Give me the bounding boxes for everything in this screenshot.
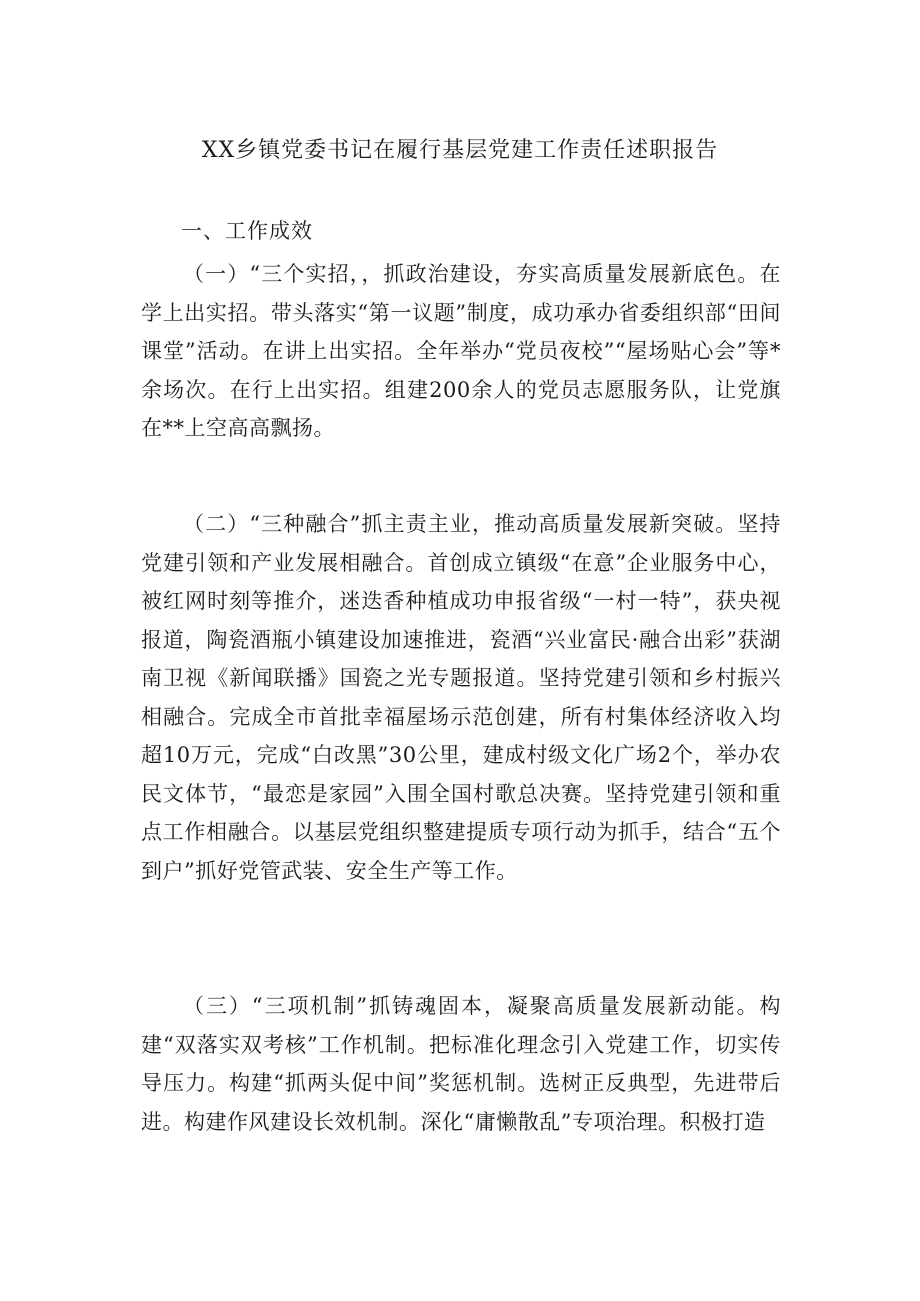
paragraph-integration: （二）“三种融合”抓主责主业，推动高质量发展新突破。坚持党建引领和产业发展相融合。首创成立镇级“在意”企业服务中心，被红网时刻等推介，迷迭香种植成功申报省级“一村一特”，获央视报道，陶瓷酒瓶小镇建设加速推进，瓷酒“兴业富民·融合出彩”获湖南卫视《新闻联播》国瓷之光专题报道。坚持党建引领和乡村振兴相融合。完成全市首批幸福屋场示范创建，所有村集体经济收入均超10万元，完成“白改黑”30公里，建成村级文化广场2个，举办农民文体节，“最恋是家园”入围全国村歌总决赛。坚持党建引领和重点工作相融合。以基层党组织整建提质专项行动为抓手，结合“五个到户”抓好党管武装、安全生产等工作。 bbox=[141, 512, 781, 883]
paragraph-political-building: （一）“三个实招，，抓政治建设，夯实高质量发展新底色。在学上出实招。带头落实“第一议题”制度，成功承办省委组织部“田间课堂”活动。在讲上出实招。全年举办“党员夜校”“屋场贴心会”等*余场次。在行上出实招。组建200余人的党员志愿服务队，让党旗在**上空高高飘扬。 bbox=[141, 262, 781, 440]
paragraph-mechanisms: （三）“三项机制”抓铸魂固本，凝聚高质量发展新动能。构建“双落实双考核”工作机制。把标准化理念引入党建工作，切实传导压力。构建“抓两头促中间”奖惩机制。选树正反典型，先进带后进。构建作风建设长效机制。深化“庸懒散乱”专项治理。积极打造 bbox=[141, 994, 781, 1134]
section-heading: 一、工作成效 bbox=[181, 219, 313, 243]
document-title: XX乡镇党委书记在履行基层党建工作责任述职报告 bbox=[201, 138, 719, 163]
